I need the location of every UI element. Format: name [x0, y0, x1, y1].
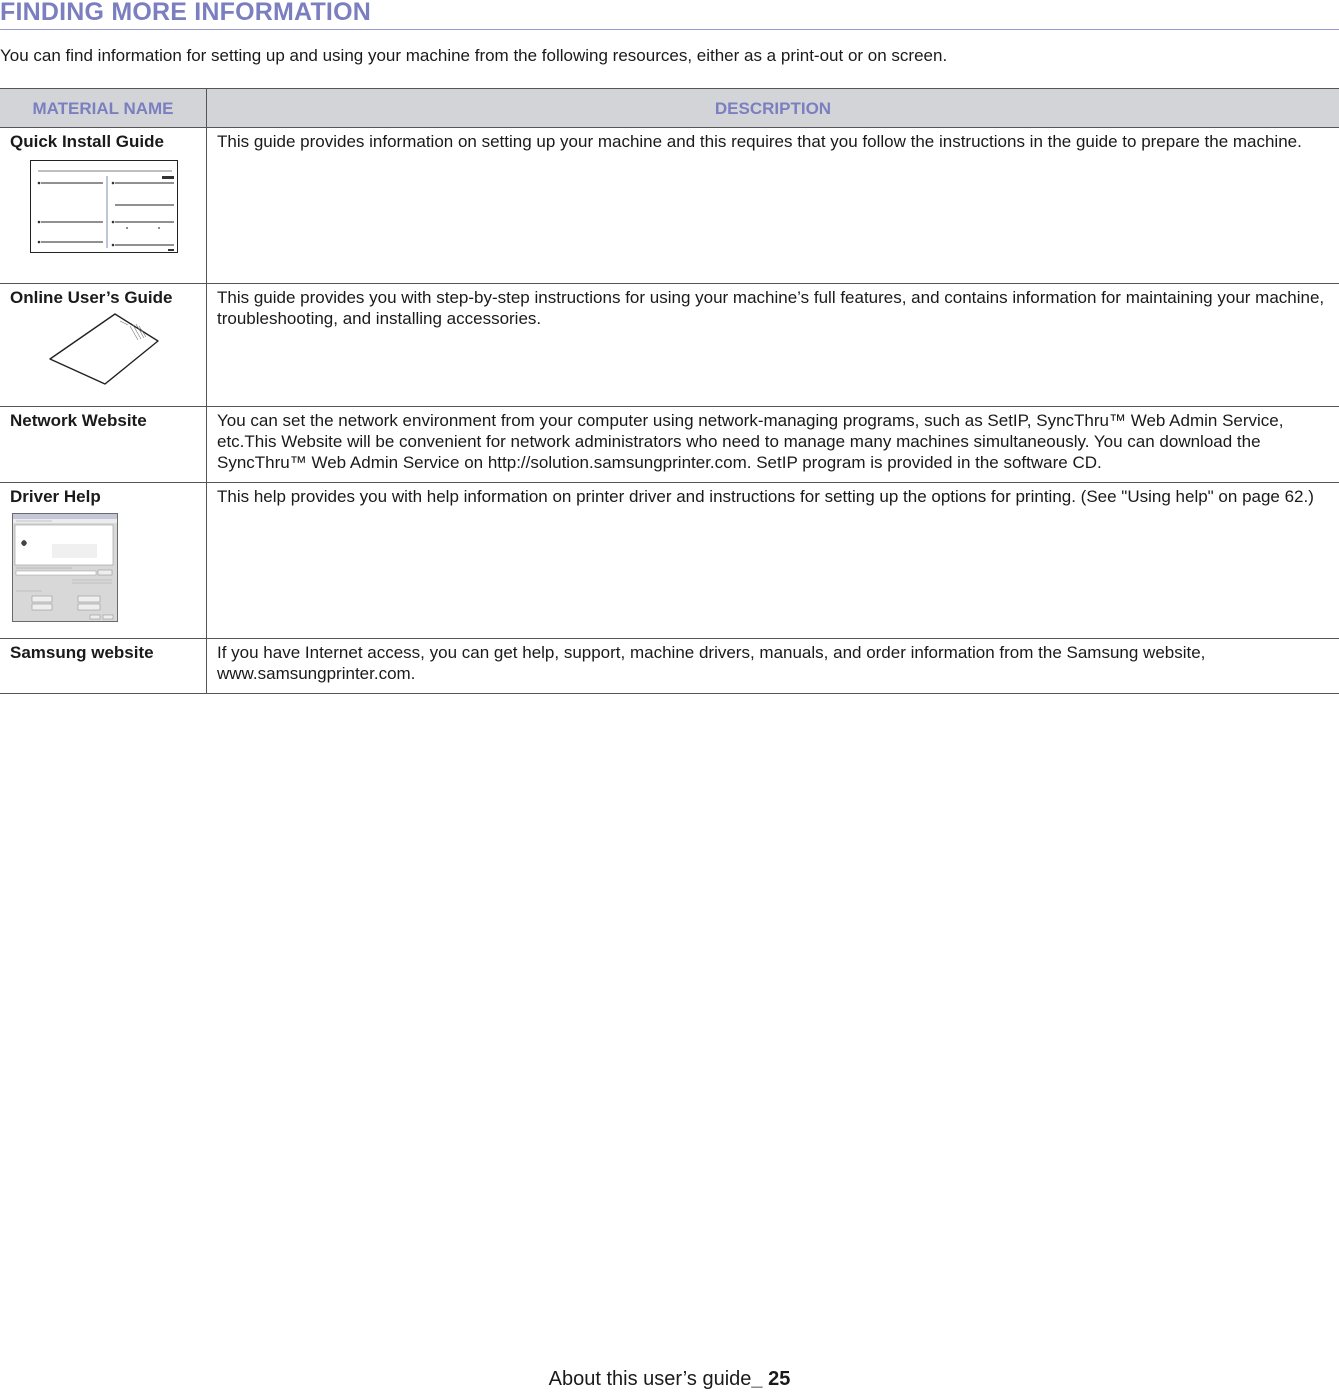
table-row: [0, 483, 1339, 639]
page-footer: [0, 1366, 1339, 1392]
material-name: Driver Help: [10, 486, 196, 507]
description-cell: This guide provides you with step-by-step instructions for using your machine’s full features, and contains information for maintaining your machine, troubleshooting, and installing accessories.: [207, 284, 1339, 407]
description-cell: This guide provides information on setting up your machine and this requires that you follow the instructions in the guide to prepare the machine.: [207, 128, 1339, 284]
table-row: [0, 128, 1339, 284]
description-cell: You can set the network environment from your computer using network-managing programs, such as SetIP, SyncThru™ Web Admin Service, etc.This Website will be convenient for network administrators who need to manage many machines simultaneously. You can download the SyncThru™ Web Admin Service on http://solution.samsungprinter.com. SetIP program is provided in the software CD.: [207, 407, 1339, 483]
resources-table: [0, 88, 1339, 694]
table-row: [0, 639, 1339, 694]
header-description: DESCRIPTION: [207, 89, 1339, 128]
table-header-row: [0, 89, 1339, 128]
table-row: [0, 407, 1339, 483]
material-name: Samsung website: [10, 642, 196, 663]
material-name: Quick Install Guide: [10, 131, 196, 152]
material-name-cell: [0, 128, 207, 284]
header-material-name: MATERIAL NAME: [0, 89, 207, 128]
material-name-cell: [0, 284, 207, 407]
description-cell: If you have Internet access, you can get help, support, machine drivers, manuals, and order information from the Samsung website, www.samsungprinter.com.: [207, 639, 1339, 694]
material-name: Online User’s Guide: [10, 287, 196, 308]
footer-separator: _: [751, 1368, 768, 1390]
material-name-cell: [0, 407, 207, 483]
page-number: 25: [768, 1368, 790, 1390]
intro-text: You can find information for setting up and using your machine from the following resources, either as a print-out or on screen.: [0, 45, 947, 67]
material-name: Network Website: [10, 410, 196, 431]
material-name-cell: [0, 483, 207, 639]
table-row: [0, 284, 1339, 407]
driver-help-screenshot-thumbnail: [12, 513, 118, 622]
quick-install-guide-thumbnail: [30, 160, 178, 253]
material-name-cell: [0, 639, 207, 694]
description-cell: This help provides you with help information on printer driver and instructions for setting up the options for printing. (See "Using help" on page 62.): [207, 483, 1339, 639]
footer-label: About this user’s guide: [549, 1368, 752, 1390]
cd-icon: [48, 312, 160, 388]
page-title: FINDING MORE INFORMATION: [0, 0, 1339, 30]
